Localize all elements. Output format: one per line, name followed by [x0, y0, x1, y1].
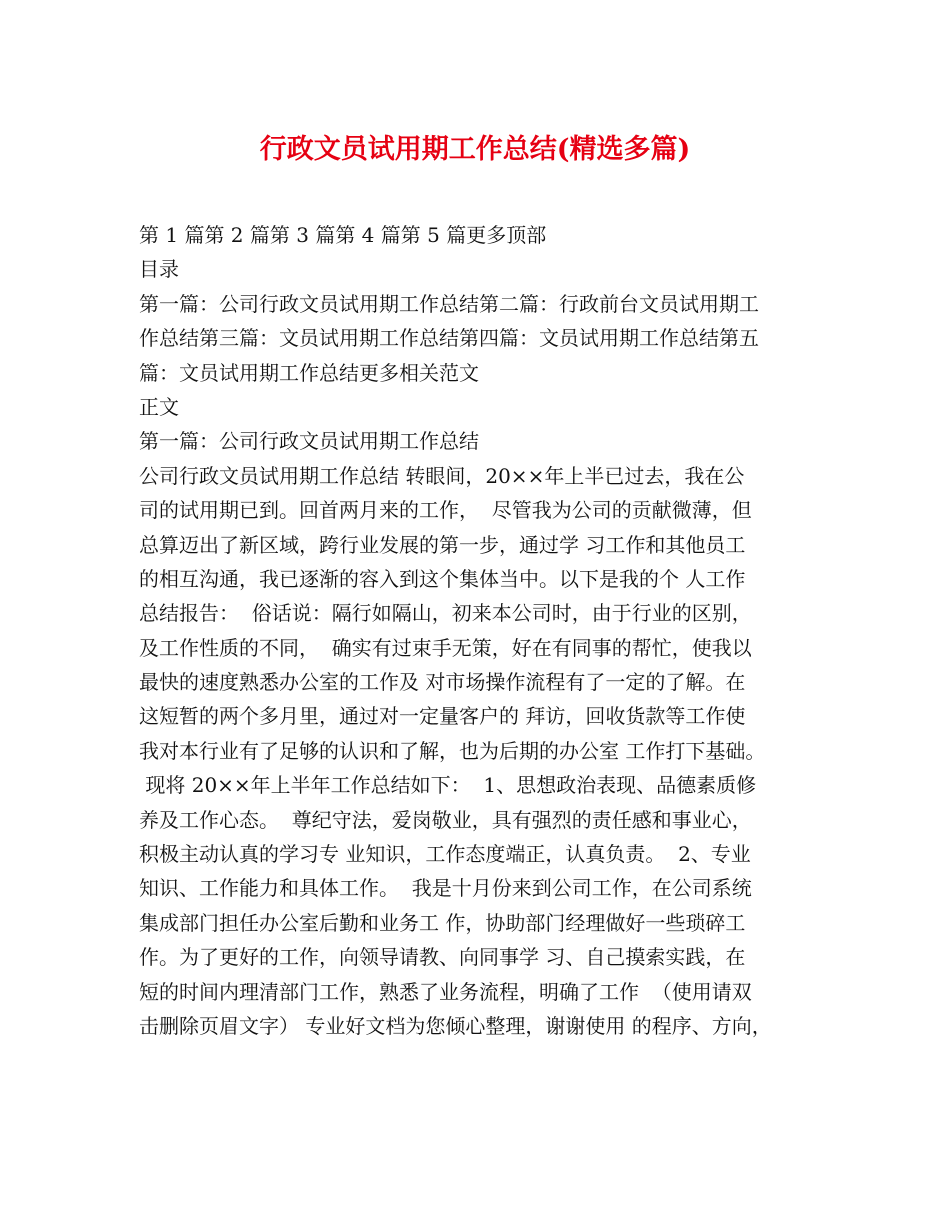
paragraph-line: 击删除页眉文字） 专业好文档为您倾心整理，谢谢使用 的程序、方向，: [139, 1013, 772, 1038]
paragraph-line: 作。为了更好的工作，向领导请教、向同事学 习、自己摸索实践，在: [139, 945, 746, 970]
paragraph-line: 最快的速度熟悉办公室的工作及 对市场操作流程有了一定的了解。在: [139, 670, 746, 695]
section-heading: 第一篇：公司行政文员试用期工作总结: [139, 429, 479, 454]
toc-line: 篇：文员试用期工作总结更多相关范文: [139, 360, 479, 385]
paragraph-line: 积极主动认真的学习专 业知识，工作态度端正，认真负责。 2、专业: [139, 842, 751, 867]
paragraph-line: 公司行政文员试用期工作总结 转眼间，20××年上半已过去，我在公: [139, 463, 745, 488]
toc-line: 第一篇：公司行政文员试用期工作总结第二篇：行政前台文员试用期工: [139, 291, 759, 316]
toc-line: 作总结第三篇：文员试用期工作总结第四篇：文员试用期工作总结第五: [139, 326, 759, 351]
paragraph-line: 总算迈出了新区域，跨行业发展的第一步，通过学 习工作和其他员工: [139, 532, 746, 557]
paragraph-line: 知识、工作能力和具体工作。 我是十月份来到公司工作，在公司系统: [139, 876, 752, 901]
paragraph-line: 总结报告： 俗话说：隔行如隔山，初来本公司时，由于行业的区别，: [139, 601, 752, 626]
paragraph-line: 司的试用期已到。回首两月来的工作， 尽管我为公司的贡献微薄，但: [139, 498, 752, 523]
paragraph-line: 这短暂的两个多月里，通过对一定量客户的 拜访，回收货款等工作使: [139, 704, 746, 729]
toc-heading: 目录: [139, 257, 179, 282]
paragraph-line: 养及工作心态。 尊纪守法，爱岗敬业，具有强烈的责任感和事业心，: [139, 807, 752, 832]
document-body: [139, 218, 829, 1043]
body-heading: 正文: [139, 394, 179, 419]
paragraph-line: 短的时间内理清部门工作，熟悉了业务流程，明确了工作 （使用请双: [139, 979, 752, 1004]
nav-line: 第 1 篇第 2 篇第 3 篇第 4 篇第 5 篇更多顶部: [139, 223, 547, 247]
paragraph-line: 我对本行业有了足够的认识和了解，也为后期的办公室 工作打下基础。: [139, 738, 766, 763]
paragraph-line: 的相互沟通，我已逐渐的容入到这个集体当中。以下是我的个 人工作: [139, 566, 746, 591]
paragraph-line: 现将 20××年上半年工作总结如下： 1、思想政治表现、品德素质修: [139, 773, 757, 798]
document-title: 行政文员试用期工作总结(精选多篇): [259, 134, 691, 165]
paragraph-line: 及工作性质的不同， 确实有过束手无策，好在有同事的帮忙，使我以: [139, 635, 752, 660]
paragraph-line: 集成部门担任办公室后勤和业务工 作，协助部门经理做好一些琐碎工: [139, 910, 746, 935]
